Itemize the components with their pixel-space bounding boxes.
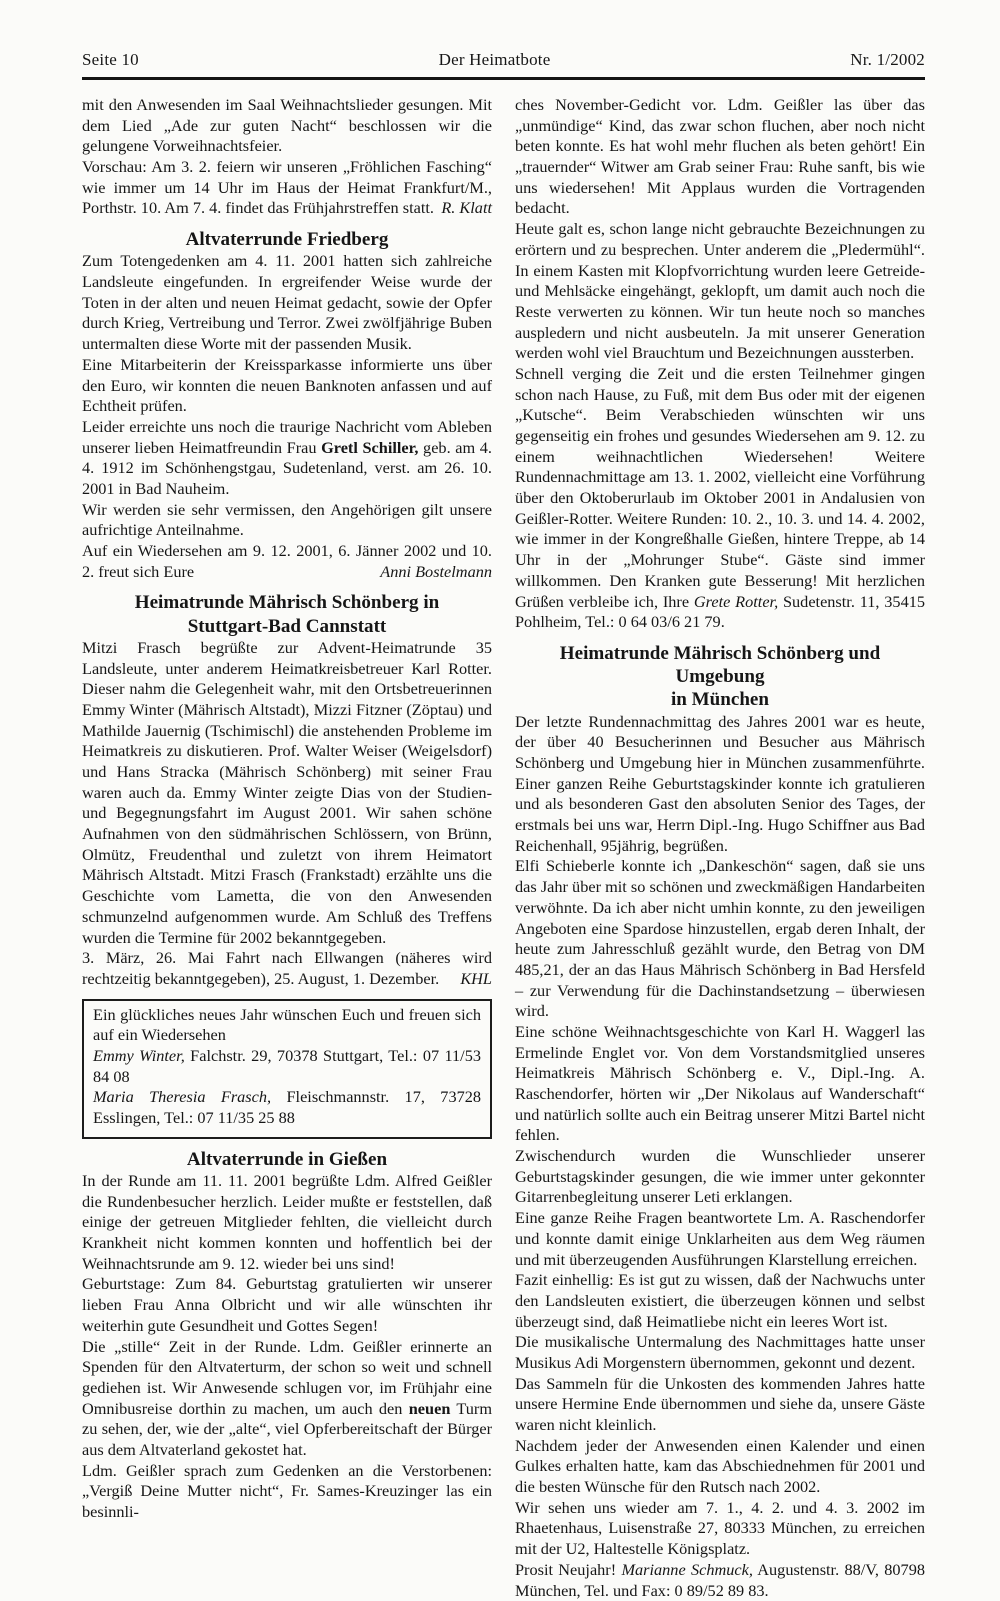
paragraph-text: Augustenstr. 88/V, 80798 München, Tel. und Fax: 0 89/52 89 83. xyxy=(515,1559,925,1600)
paragraph-text: Nachdem jeder der Anwesenden einen Kalender und einen Gulkes erhalten hatte, kam das Abschiednehmen für 2001 und die besten Wünsche für den Rutsch nach 2002. xyxy=(515,1435,925,1497)
paragraph-text: Auf ein Wiedersehen am 9. 12. 2001, 6. Jänner 2002 und 10. 2. freut sich Eure xyxy=(82,541,492,581)
heading-text: Stuttgart-Bad Cannstatt xyxy=(187,615,387,637)
paragraph xyxy=(93,1046,481,1087)
paragraph-text: Ldm. Geißler sprach zum Gedenken an die Verstorbenen: „Vergiß Deine Mutter nicht“, Fr. Sames-Kreuzinger las ein besinnli- xyxy=(82,1460,492,1521)
issue-number: Nr. 1/2002 xyxy=(850,50,925,69)
article-heading xyxy=(82,1148,492,1171)
right-column xyxy=(515,95,925,1601)
paragraph xyxy=(515,1270,925,1332)
paragraph xyxy=(82,1337,492,1461)
paragraph-text: In der Runde am 11. 11. 2001 begrüßte Ldm. Alfred Geißler die Rundenbesucher herzlich. Leider mußte er feststellen, daß einige der getreuen Mitglieder fehlten, die vielleicht durch Krankheit nicht kommen konnten und hoffentlich bei der Weihnachtsrunde am 9. 12. wieder bei uns sind! xyxy=(82,1171,492,1273)
person-name-italic: Marianne Schmuck, xyxy=(621,1559,753,1579)
paragraph xyxy=(82,251,492,354)
paragraph-text: Die musikalische Untermalung des Nachmittages hatte unser Musikus Adi Morgenstern übernommen, gekonnt und dezent. xyxy=(515,1332,925,1372)
publication-title: Der Heimatbote xyxy=(438,50,551,69)
author-signature: R. Klatt xyxy=(441,198,492,218)
paragraph xyxy=(515,1436,925,1498)
paragraph xyxy=(82,157,492,219)
article-heading xyxy=(82,591,492,638)
paragraph xyxy=(515,856,925,1022)
paragraph xyxy=(82,541,492,582)
paragraph-text: Elfi Schieberle konnte ich „Dankeschön“ sagen, daß sie uns das Jahr über mit so schönen und zweckmäßigen Handarbeiten verwöhnte. Da ich aber nicht umhin konnte, zu den jeweiligen Angeboten eine Spardose hinzustellen, ergab deren Inhalt, der heute zum Jahresschluß gezählt wurde, den Betrag von DM 485,21, der an das Haus Mährisch Schönberg in Bad Hersfeld – zur Verwendung für die Dachinstandsetzung – überwiesen wird. xyxy=(515,856,925,1021)
paragraph xyxy=(82,1274,492,1336)
heading-text: Heimatrunde Mährisch Schönberg in xyxy=(134,592,440,614)
page-number: Seite 10 xyxy=(82,50,139,69)
paragraph-text: Prosit Neujahr! xyxy=(515,1559,622,1579)
paragraph-text: Fazit einhellig: Es ist gut zu wissen, daß der Nachwuchs unter den Landsleuten existiert, die überzeugen können und selbst überzeugt sind, daß Heimatliebe nicht ein leeres Wort ist. xyxy=(515,1270,925,1331)
heading-text: Altvaterrunde Friedberg xyxy=(185,229,389,251)
paragraph xyxy=(82,355,492,417)
article-heading xyxy=(82,228,492,251)
paragraph-text: Eine ganze Reihe Fragen beantwortete Lm. A. Raschendorfer und konnte damit einige Unklarheiten aus dem Weg räumen und mit überzeugenden Ausführungen Klarstellung erreichen. xyxy=(515,1208,925,1269)
paragraph xyxy=(515,1374,925,1436)
heading-text: in München xyxy=(671,689,769,711)
contact-name-italic: Emmy Winter, xyxy=(93,1045,185,1065)
paragraph xyxy=(82,1461,492,1523)
paragraph-text: Heute galt es, schon lange nicht gebrauchte Bezeichnungen zu erörtern und zu besprechen. Unter anderem die „Pledermühl“. In einem Kasten mit Klopfvorrichtung wurden leere Getreide- und Mehlsäcke eingehängt, geklopft, um damit auch noch die Reste verwerten zu können. Wir tun heute noch so manches auspledern und nicht ausbeuteln. Ja mit unserer Generation werden wohl viel Brauchtum und Bezeichnungen aussterben. xyxy=(515,219,925,363)
two-column-layout xyxy=(82,95,925,1601)
paragraph-text: Geburtstage: Zum 84. Geburtstag gratulierten wir unserer lieben Frau Anna Olbricht und wir alle wünschten ihr weiterhin gute Gesundheit und Gottes Segen! xyxy=(82,1274,492,1335)
paragraph xyxy=(515,219,925,364)
paragraph-text: Der letzte Rundennachmittag des Jahres 2001 war es heute, der über 40 Besucherinnen und Besucher aus Mährisch Schönberg und Umgebung hier in München zusammenführte. Einer ganzen Reihe Geburtstagskinder konnte ich gratulieren und als besonderen Gast den absoluten Senior des Tages, der erstmals bei uns war, Herrn Dipl.-Ing. Hugo Schiffner aus Bad Reichenhall, 95jährig, begrüßen. xyxy=(515,711,925,855)
paragraph xyxy=(82,417,492,500)
paragraph-text: Die „stille“ Zeit in der Runde. Ldm. Geißler erinnerte an Spenden für den Altvaterturm, der schon so weit und schnell gediehen ist. Wir Anwesende schlugen vor, im Frühjahr eine Omnibusreise dorthin zu machen, um auch den xyxy=(82,1336,492,1418)
paragraph-text: Vorschau: Am 3. 2. feiern wir unseren „Fröhlichen Fasching“ wie immer um 14 Uhr im Haus der Heimat Frankfurt/M., Porthstr. 10. Am 7. 4. findet das Frühjahrstreffen statt. xyxy=(82,157,492,218)
heading-text: Heimatrunde Mährisch Schönberg und Umgebung xyxy=(559,642,881,688)
paragraph-text: Zum Totengedenken am 4. 11. 2001 hatten sich zahlreiche Landsleute eingefunden. In ergreifender Weise wurde der Toten in der alten und neuen Heimat gedacht, sowie der Opfer durch Krieg, Vertreibung und Terror. Zwei zwölfjährige Buben untermalten diese Worte mit der passenden Musik. xyxy=(82,251,492,354)
paragraph-text: Schnell verging die Zeit und die ersten Teilnehmer gingen schon nach Hause, zu Fuß, mit dem Bus oder mit der eigenen „Kutsche“. Beim Verabschieden wünschten wir uns gegenseitig ein frohes und gesundes Wiedersehen am 9. 12. zu einem weihnachtlichen Wiedersehen! Weitere Rundennachmittage am 13. 1. 2002, vielleicht eine Vorführung über den Oktoberurlaub im Oktober 2001 in Andalusien von Geißler-Rotter. Weitere Runden: 10. 2., 10. 3. und 14. 4. 2002, wie immer in der Kongreßhalle Gießen, hintere Treppe, ab 14 Uhr in der „Mohrunger Stube“. Gäste sind immer willkommen. Den Kranken gute Besserung! Mit herzlichen Grüßen verbleibe ich, Ihre xyxy=(515,363,925,611)
paragraph xyxy=(93,1087,481,1128)
person-name-bold: Gretl Schiller, xyxy=(321,437,419,457)
paragraph-text: mit den Anwesenden im Saal Weihnachtslieder gesungen. Mit dem Lied „Ade zur guten Nacht“ beschlossen wir die gelungene Vorweihnachtsfeier. xyxy=(82,95,492,156)
paragraph xyxy=(515,1146,925,1208)
paragraph xyxy=(82,1171,492,1274)
paragraph-text: Das Sammeln für die Unkosten des kommenden Jahres hatte unsere Hermine Ende übernommen und siehe da, unsere Gäste waren nicht kleinlich. xyxy=(515,1373,925,1435)
contact-details: Falchstr. 29, 70378 Stuttgart, Tel.: 07 11/53 84 08 xyxy=(93,1045,481,1086)
author-signature: Anni Bostelmann xyxy=(380,561,492,581)
article-heading xyxy=(515,642,925,712)
paragraph-text: Eine Mitarbeiterin der Kreissparkasse informierte uns über den Euro, wir konnten die neuen Banknoten anfassen und auf Echtheit prüfen. xyxy=(82,354,492,416)
paragraph-text: ches November-Gedicht vor. Ldm. Geißler las über das „unmündige“ Kind, das zwar schon fluchen, aber noch nicht beten konnte. Es hat wohl mehr fluchen als beten gehört! Ein „trauernder“ Witwer am Grab seiner Frau: Ruhe sanft, bis wie uns wiedersehen! Mit Applaus wurden die Vortragenden bedacht. xyxy=(515,95,925,218)
paragraph xyxy=(515,1332,925,1373)
paragraph xyxy=(82,95,492,157)
paragraph xyxy=(515,1498,925,1560)
paragraph-text: Zwischendurch wurden die Wunschlieder unserer Geburtstagskinder gesungen, die wie immer unter gekonnter Gitarrenbegleitung unserer Leti erklangen. xyxy=(515,1146,925,1207)
paragraph-text: Wir werden sie sehr vermissen, den Angehörigen gilt unsere aufrichtige Anteilnahme. xyxy=(82,499,492,540)
paragraph-text: Mitzi Frasch begrüßte zur Advent-Heimatrunde 35 Landsleute, unter anderem Heimatkreisbetreuer Karl Rotter. Dieser nahm die Gelegenheit wahr, mit den Ortsbetreuerinnen Emmy Winter (Mährisch Altstadt), Mizzi Fitzner (Zöptau) und Mathilde Jauernig (Tschimischl) die anstehenden Probleme im Heimatkreis zu diskutieren. Prof. Walter Weiser (Weigelsdorf) und Hans Stracka (Mährisch Schönberg) mit seiner Frau waren auch da. Emmy Winter zeigte Dias von der Studien- und Begegnungsfahrt im August 2001. Wir sahen schöne Aufnahmen von den südmährischen Schlössern, von Brünn, Olmütz, Freudenthal und zuletzt von ihrem Heimatort Mährisch Altstadt. Mitzi Frasch (Frankstadt) erzählte uns die Geschichte vom Lametta, die von den Anwesenden schmunzelnd aufgenommen wurde. Am Schluß des Treffens wurden die Termine für 2002 bekanntgegeben. xyxy=(82,637,492,947)
paragraph xyxy=(515,364,925,633)
paragraph-text: Eine schöne Weihnachtsgeschichte von Karl H. Waggerl las Ermelinde Englet vor. Von dem Vorstandsmitglied unseres Heimatkreis Mährisch Schönberg e. V., Dipl.-Ing. A. Raschendorfer, hörten wir „Der Nikolaus auf Wanderschaft“ und natürlich sollte auch ein Beitrag unserer Mitzi Bartel nicht fehlen. xyxy=(515,1021,925,1145)
paragraph xyxy=(82,948,492,989)
contact-name-italic: Maria Theresia Frasch, xyxy=(93,1087,272,1107)
person-name-italic: Grete Rotter, xyxy=(693,591,779,611)
left-column xyxy=(82,95,492,1601)
paragraph-text: geb. am 4. 4. 1912 im Schönhengstgau, Sudetenland, verst. am 26. 10. 2001 in Bad Nauheim. xyxy=(82,437,492,498)
paragraph-text: 3. März, 26. Mai Fahrt nach Ellwangen (näheres wird rechtzeitig bekanntgegeben), 25. August, 1. Dezember. xyxy=(82,948,492,988)
paragraph-text: Sudetenstr. 11, 35415 Pohlheim, Tel.: 0 64 03/6 21 79. xyxy=(515,591,925,632)
new-year-notice-box xyxy=(82,999,492,1139)
heading-text: Altvaterrunde in Gießen xyxy=(186,1148,388,1170)
paragraph-text: Wir sehen uns wieder am 7. 1., 4. 2. und 4. 3. 2002 im Rhaetenhaus, Luisenstraße 27, 80333 München, zu erreichen mit der U2, Haltestelle Königsplatz. xyxy=(515,1497,925,1559)
paragraph xyxy=(93,1005,481,1046)
author-signature: KHL xyxy=(460,968,492,988)
paragraph xyxy=(515,95,925,219)
emphasis-bold: neuen xyxy=(408,1398,451,1418)
page-header xyxy=(82,50,925,80)
paragraph xyxy=(515,712,925,857)
paragraph-text: Ein glückliches neues Jahr wünschen Euch und freuen sich auf ein Wiedersehen xyxy=(93,1004,481,1045)
paragraph-text: Turm zu sehen, der, wie der „alte“, viel Opferbereitschaft der Bürger aus dem Altvaterland gekostet hat. xyxy=(82,1398,492,1459)
paragraph xyxy=(515,1022,925,1146)
paragraph xyxy=(82,500,492,541)
paragraph-text: Leider erreichte uns noch die traurige Nachricht vom Ableben unserer lieben Heimatfreundin Frau xyxy=(82,416,492,457)
contact-details: Fleischmannstr. 17, 73728 Esslingen, Tel.: 07 11/35 25 88 xyxy=(93,1087,482,1128)
paragraph xyxy=(515,1560,925,1601)
paragraph xyxy=(515,1208,925,1270)
paragraph xyxy=(82,638,492,948)
